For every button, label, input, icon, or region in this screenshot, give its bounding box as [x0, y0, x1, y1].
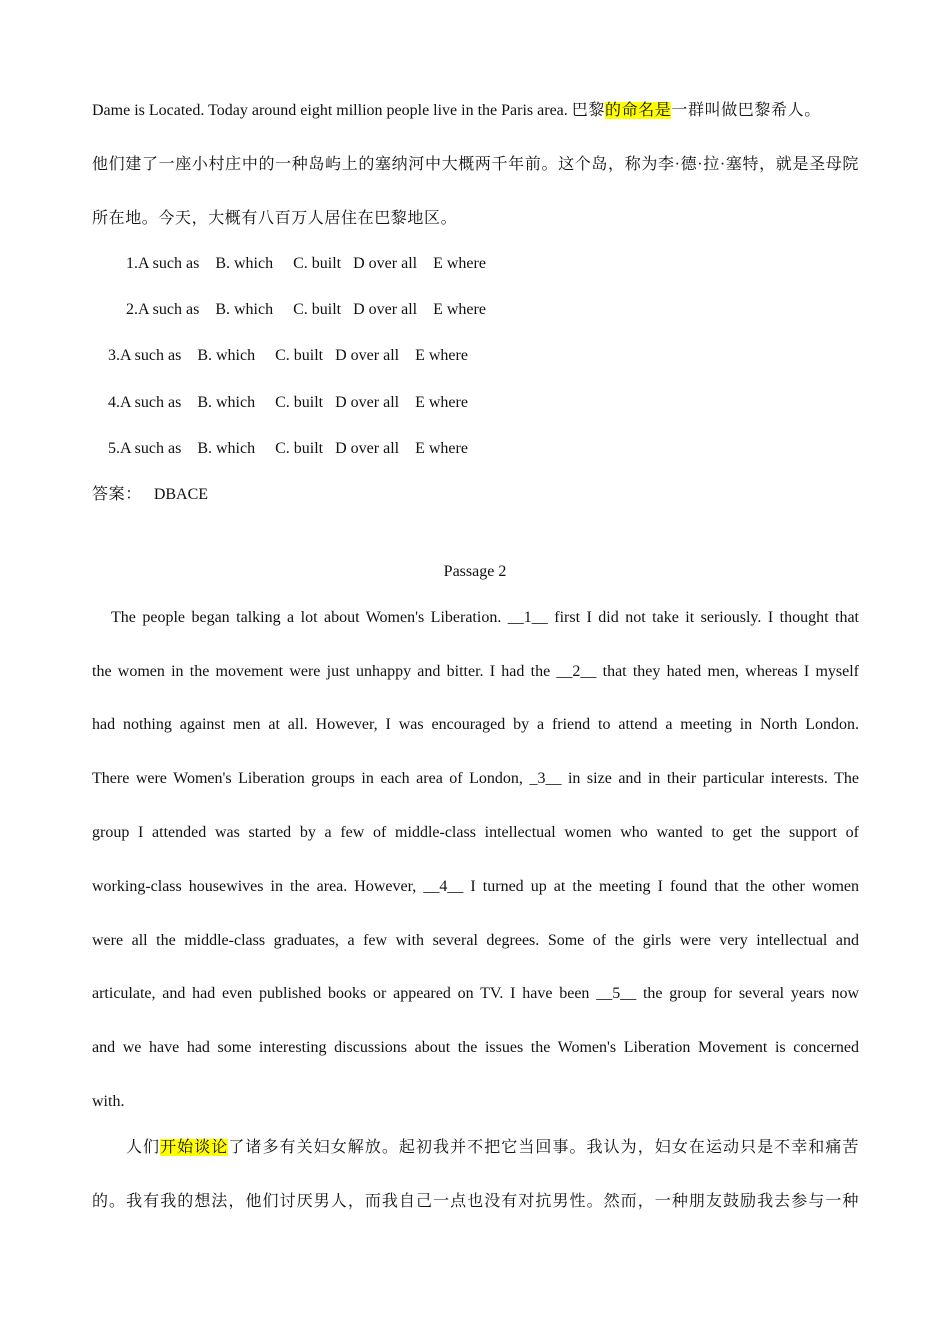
highlighted-text: 的命名是 — [604, 102, 672, 119]
passage2-cn-text: 人们 — [126, 1139, 161, 1156]
passage2-line: The people began talking a lot about Women's Liberation. __1__ first I did not take it seriously. I thought that — [111, 609, 859, 626]
passage2-cn-text: 了诸多有关妇女解放。起初我并不把它当回事。我认为，妇女在运动只是不幸和痛苦 — [228, 1139, 860, 1156]
passage2-cn-line — [126, 1137, 859, 1159]
passage2-line: group I attended was started by a few of middle-class intellectual women who wanted to get the support of — [92, 824, 859, 841]
option-line: 5.A such as B. which C. built D over all E where — [108, 440, 468, 457]
passage1-cn-text: 一群叫做巴黎希人。 — [671, 102, 821, 119]
passage1-cn-line: 所在地。今天，大概有八百万人居住在巴黎地区。 — [92, 210, 458, 227]
answer-line — [92, 484, 208, 506]
option-line: 4.A such as B. which C. built D over all E where — [108, 394, 468, 411]
passage2-line: had nothing against men at all. However, I was encouraged by a friend to attend a meeting in North London. — [92, 716, 859, 733]
highlighted-text: 开始谈论 — [160, 1139, 229, 1156]
option-line: 2.A such as B. which C. built D over all E where — [126, 301, 486, 318]
passage1-mixed-line — [92, 100, 859, 122]
passage-title: Passage 2 — [443, 563, 507, 580]
passage2-line: and we have had some interesting discussions about the issues the Women's Liberation Movement is concerned — [92, 1039, 859, 1056]
passage2-line: were all the middle-class graduates, a few with several degrees. Some of the girls were very intellectual and — [92, 932, 859, 949]
passage2-cn-line: 的。我有我的想法，他们讨厌男人，而我自己一点也没有对抗男性。然而，一种朋友鼓励我去参与一种 — [92, 1193, 859, 1210]
option-line: 1.A such as B. which C. built D over all E where — [126, 255, 486, 272]
passage2-line: articulate, and had even published books or appeared on TV. I have been __5__ the group for several years now — [92, 985, 859, 1002]
passage1-english-line: Dame is Located. Today around eight million people live in the Paris area. — [92, 102, 568, 119]
passage2-line: working-class housewives in the area. However, __4__ I turned up at the meeting I found that the other women — [92, 878, 859, 895]
answer-label: 答案： — [92, 486, 142, 503]
passage1-cn-text: 巴黎 — [571, 102, 605, 119]
passage2-line: the women in the movement were just unhappy and bitter. I had the __2__ that they hated men, whereas I myself — [92, 663, 859, 680]
option-line: 3.A such as B. which C. built D over all E where — [108, 347, 468, 364]
answer-value: DBACE — [153, 486, 209, 503]
passage2-line: with. — [92, 1093, 125, 1110]
passage2-line: There were Women's Liberation groups in each area of London, _3__ in size and in their particular interests. The — [92, 770, 859, 787]
passage1-cn-line: 他们建了一座小村庄中的一种岛屿上的塞纳河中大概两千年前。这个岛，称为李·德·拉·塞特，就是圣母院 — [92, 156, 859, 173]
